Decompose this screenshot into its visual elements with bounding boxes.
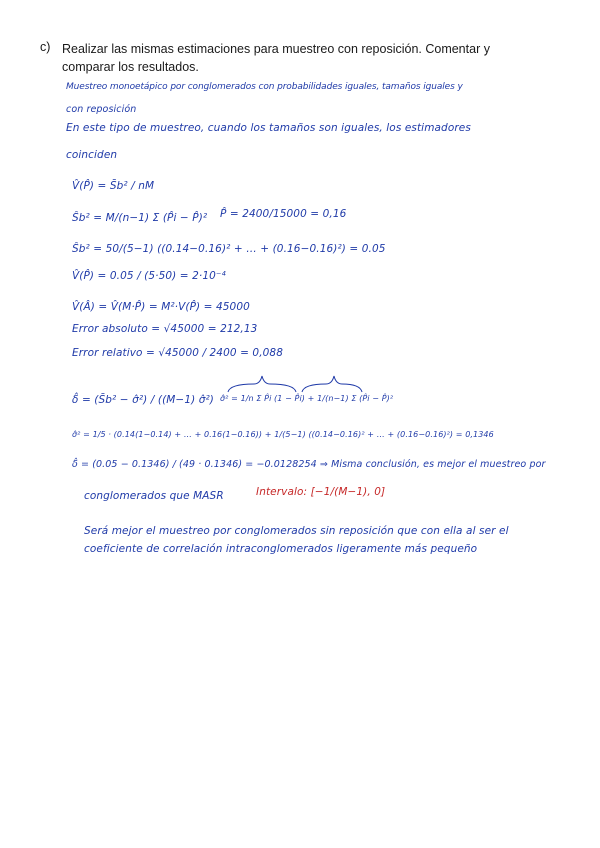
eq-delta-definition: δ̂ = (S̄b² − σ̂²) / ((M−1) σ̂²)	[72, 394, 215, 406]
final-comment-line-1: Será mejor el muestreo por conglomerados sin reposición que con ella al ser el	[84, 525, 509, 537]
interval-annotation: Intervalo: [−1/(M−1), 0]	[256, 486, 386, 498]
question-marker: c)	[40, 40, 51, 54]
handwritten-line-2: con reposición	[66, 104, 137, 115]
eq-p-hat: P̂ = 2400/15000 = 0,16	[220, 208, 347, 220]
handwritten-continuation: conglomerados que MASR	[84, 490, 224, 502]
eq-absolute-error: Error absoluto = √45000 = 212,13	[72, 323, 258, 335]
eq-variance-a: V̂(Â) = V̂(M·P̂) = M²·V(P̂) = 45000	[72, 301, 250, 313]
question-text: Realizar las mismas estimaciones para muestreo con reposición. Comentar y comparar los resultados.	[62, 42, 490, 74]
eq-relative-error: Error relativo = √45000 / 2400 = 0,088	[72, 347, 283, 359]
eq-delta-numeric: δ̂ = (0.05 − 0.1346) / (49 · 0.1346) = −0.0128254 ⇒ Misma conclusión, es mejor el muestreo por	[72, 459, 546, 470]
eq-sb2-definition: Ŝb² = M/(n−1) Σ (P̂i − P̂)²	[72, 212, 208, 224]
eq-sigma-numeric: σ̂² = 1/5 · (0.14(1−0.14) + … + 0.16(1−0.16)) + 1/(5−1) ((0.14−0.16)² + … + (0.16−0.16)²) = 0,1346	[72, 430, 494, 439]
brace-annotations	[224, 366, 364, 396]
eq-sb2-numeric: Ŝb² = 50/(5−1) ((0.14−0.16)² + … + (0.16−0.16)²) = 0.05	[72, 243, 386, 255]
eq-variance-p-numeric: V̂(P̂) = 0.05 / (5·50) = 2·10⁻⁴	[72, 270, 226, 282]
eq-variance-p: V̂(P̂) = S̄b² / nM	[72, 180, 155, 192]
eq-sigma-definition: σ̂² = 1/n Σ P̂i (1 − P̂i) + 1/(n−1) Σ (P̂i − P̂)²	[220, 394, 394, 403]
handwritten-line-3: En este tipo de muestreo, cuando los tamaños son iguales, los estimadores	[66, 122, 471, 134]
final-comment-line-2: coeficiente de correlación intraconglomerados ligeramente más pequeño	[84, 543, 478, 555]
handwritten-line-4: coinciden	[66, 149, 118, 161]
handwritten-line-1: Muestreo monoetápico por conglomerados con probabilidades iguales, tamaños iguales y	[66, 82, 463, 92]
